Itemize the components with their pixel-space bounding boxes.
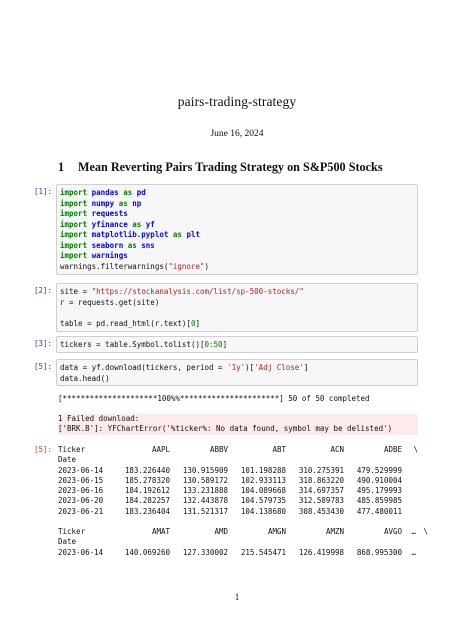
table-cell: 183.236404 bbox=[124, 506, 170, 516]
table-cell: ACN bbox=[330, 445, 344, 454]
table-header-row bbox=[58, 445, 418, 455]
table-cell: … bbox=[411, 527, 416, 537]
table-cell: 130.915909 bbox=[182, 465, 228, 475]
table-cell: 133.231888 bbox=[182, 486, 228, 496]
table-cell: 2023-06-16 bbox=[58, 486, 104, 496]
table-cell: 132.443878 bbox=[182, 496, 228, 506]
page-number: 1 bbox=[234, 592, 240, 602]
table-index-row bbox=[58, 455, 418, 465]
table-cell bbox=[402, 507, 418, 517]
failed-detail: ['BRK.B']: YFChartError('%ticker%: No data found, symbol may be delisted') bbox=[58, 424, 393, 434]
output-5-prompt: [5]: bbox=[34, 445, 53, 454]
table-cell: … bbox=[411, 547, 416, 557]
table-cell: 184.192612 bbox=[124, 486, 170, 496]
table-cell: Ticker bbox=[58, 445, 86, 454]
table-row bbox=[58, 548, 428, 558]
table-cell: 2023-06-15 bbox=[58, 475, 104, 485]
table-cell: 130.589172 bbox=[182, 475, 228, 485]
code-line: tickers = table.Symbol.tolist()[0:50] bbox=[60, 340, 228, 349]
code-cell-2[interactable] bbox=[56, 283, 418, 332]
table-cell: AMGN bbox=[267, 527, 286, 537]
code-line: table = pd.read_html(r.text)[0] bbox=[60, 318, 200, 328]
code-cell-1[interactable] bbox=[56, 184, 418, 275]
code-line: data.head() bbox=[60, 373, 110, 383]
table-cell: AVGO bbox=[383, 527, 402, 537]
table-cell: 479.529999 bbox=[356, 465, 402, 475]
table-cell bbox=[416, 548, 428, 558]
code-line: site = "https://stockanalysis.com/list/sp-500-stocks/" bbox=[60, 287, 304, 296]
section-number: 1 bbox=[58, 160, 65, 174]
table-index-row bbox=[58, 537, 428, 547]
table-cell: 495.179993 bbox=[356, 486, 402, 496]
table-cell: 477.480011 bbox=[356, 506, 402, 516]
table-cell: 184.282257 bbox=[124, 496, 170, 506]
dataframe-table-2 bbox=[58, 527, 428, 558]
code-line: import pandas as pd bbox=[60, 188, 146, 197]
cell-3-prompt: [3]: bbox=[34, 339, 53, 348]
table-cell: AMD bbox=[214, 527, 228, 537]
table-cell: 490.910004 bbox=[356, 475, 402, 485]
table-cell: 312.589783 bbox=[298, 496, 344, 506]
table-cell: 104.579735 bbox=[240, 496, 286, 506]
table-cell: 2023-06-20 bbox=[58, 496, 104, 506]
table-cell: AMAT bbox=[151, 527, 170, 537]
table-cell bbox=[402, 476, 418, 486]
table-row bbox=[58, 496, 418, 506]
code-line: import yfinance as yf bbox=[60, 219, 155, 229]
table-cell: 101.198288 bbox=[240, 465, 286, 475]
table-cell: 308.453430 bbox=[298, 506, 344, 516]
table-cell bbox=[402, 496, 418, 506]
table-cell bbox=[402, 466, 418, 476]
failed-download-message bbox=[58, 414, 418, 435]
table-cell: 2023-06-14 bbox=[58, 465, 104, 475]
document-date: June 16, 2024 bbox=[210, 129, 264, 139]
table-row bbox=[58, 476, 418, 486]
code-line: warnings.filterwarnings("ignore") bbox=[60, 261, 210, 271]
table-cell: 314.697357 bbox=[298, 486, 344, 496]
code-line-blank bbox=[60, 308, 414, 319]
code-line: import warnings bbox=[60, 251, 128, 260]
table-row bbox=[58, 507, 418, 517]
table-cell: ABT bbox=[272, 445, 286, 454]
table-row bbox=[58, 466, 418, 476]
table-cell: 318.863220 bbox=[298, 475, 344, 485]
table-cell: 131.521317 bbox=[182, 506, 228, 516]
table-cell: AMZN bbox=[325, 527, 344, 537]
code-cell-5[interactable] bbox=[56, 359, 418, 386]
table-cell: 868.995300 bbox=[356, 547, 402, 557]
code-line: import numpy as np bbox=[60, 198, 142, 208]
section-heading bbox=[58, 160, 458, 175]
dataframe-table-1 bbox=[58, 445, 418, 517]
dataframe-output bbox=[58, 445, 458, 558]
cell-1-prompt: [1]: bbox=[34, 187, 53, 196]
download-progress: [*********************100%%**********************] 50 of 50 completed bbox=[58, 394, 370, 403]
table-cell: 485.859985 bbox=[356, 496, 402, 506]
table-cell: 127.330002 bbox=[182, 547, 228, 557]
cell-5-prompt: [5]: bbox=[34, 362, 53, 371]
table-cell: 310.275391 bbox=[298, 465, 344, 475]
table-cell: ABBV bbox=[209, 445, 228, 454]
table-cell: 215.545471 bbox=[240, 547, 286, 557]
cell-2-prompt: [2]: bbox=[34, 286, 53, 295]
code-line: import seaborn as sns bbox=[60, 240, 155, 250]
table-cell: AAPL bbox=[151, 445, 170, 454]
table-cell: 102.933113 bbox=[240, 475, 286, 485]
table-cell: \ bbox=[413, 445, 418, 454]
table-cell bbox=[402, 486, 418, 496]
table-cell: 104.138680 bbox=[240, 506, 286, 516]
table-cell: Ticker bbox=[58, 527, 86, 537]
table-cell: ADBE bbox=[383, 445, 402, 454]
table-header-row bbox=[58, 527, 428, 537]
section-title: Mean Reverting Pairs Trading Strategy on S&P500 Stocks bbox=[78, 160, 383, 174]
table-cell: \ bbox=[423, 527, 428, 537]
table-cell: 104.089668 bbox=[240, 486, 286, 496]
code-line: import requests bbox=[60, 209, 128, 218]
table-row bbox=[58, 486, 418, 496]
document-title: pairs-trading-strategy bbox=[177, 94, 297, 109]
code-cell-3[interactable] bbox=[56, 336, 418, 353]
code-line: r = requests.get(site) bbox=[60, 297, 160, 307]
index-label: Date bbox=[58, 537, 77, 547]
table-cell: 185.278320 bbox=[124, 475, 170, 485]
table-cell: 2023-06-14 bbox=[58, 547, 104, 557]
code-line: import matplotlib.pyplot as plt bbox=[60, 230, 200, 239]
index-label: Date bbox=[58, 455, 77, 465]
code-line: data = yf.download(tickers, period = '1y')['Adj Close'] bbox=[60, 363, 309, 372]
table-cell: 140.069260 bbox=[124, 547, 170, 557]
table-cell: 183.226440 bbox=[124, 465, 170, 475]
table-cell: 2023-06-21 bbox=[58, 506, 104, 516]
table-cell: 126.419998 bbox=[298, 547, 344, 557]
failed-title: 1 Failed download: bbox=[58, 414, 140, 423]
